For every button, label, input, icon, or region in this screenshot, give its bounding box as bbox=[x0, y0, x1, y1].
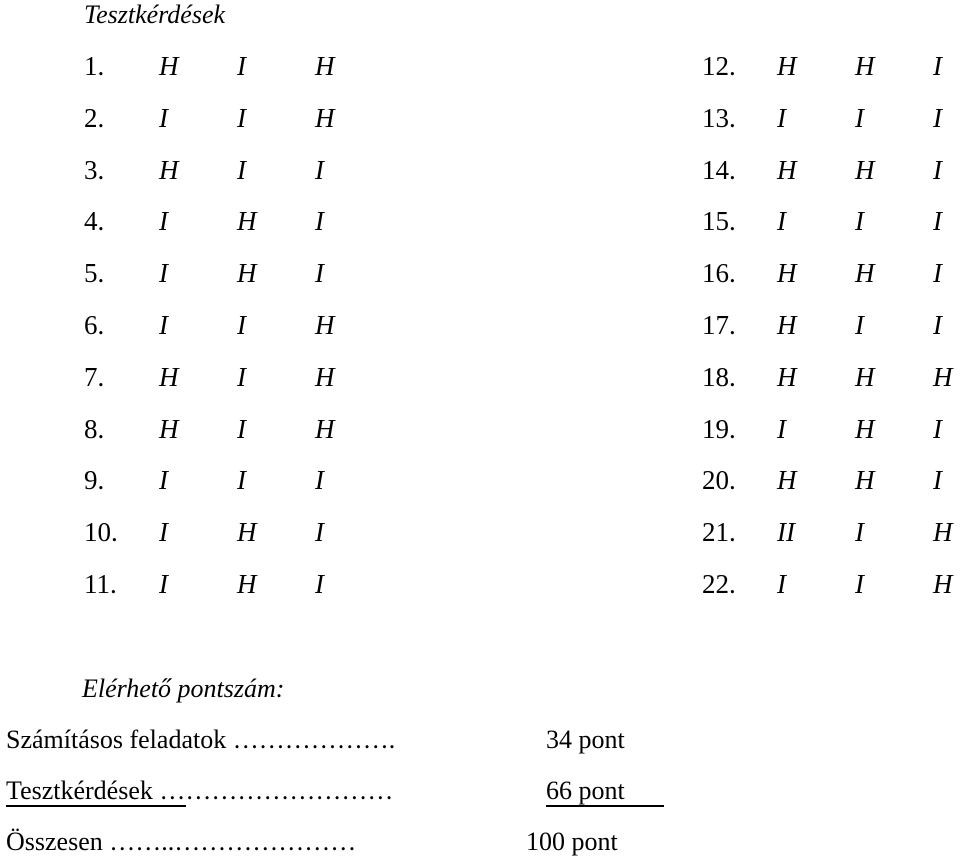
question-number: 11. bbox=[84, 568, 117, 599]
question-number: 14. bbox=[702, 154, 736, 185]
answer-cell: H bbox=[777, 361, 797, 392]
answer-cell: I bbox=[159, 309, 168, 340]
answer-cell: H bbox=[933, 361, 953, 392]
question-number: 12. bbox=[702, 51, 736, 81]
question-number: 8. bbox=[84, 413, 105, 444]
answer-cell: I bbox=[933, 102, 942, 133]
question-number: 6. bbox=[84, 309, 105, 340]
answer-cell: I bbox=[159, 102, 168, 133]
points-label: Számításos feladatok ………………. bbox=[6, 725, 396, 754]
section-title: Tesztkérdések bbox=[84, 0, 226, 29]
answer-cell: I bbox=[237, 51, 246, 81]
question-number: 15. bbox=[702, 206, 736, 237]
answer-cell: I bbox=[159, 568, 168, 599]
question-number: 22. bbox=[702, 568, 736, 599]
answer-cell: H bbox=[777, 309, 797, 340]
question-number: 1. bbox=[84, 51, 105, 81]
answer-cell: I bbox=[315, 154, 324, 185]
answer-cell: I bbox=[933, 154, 942, 185]
answer-cell: H bbox=[237, 517, 257, 548]
answer-cell: I bbox=[933, 309, 942, 340]
answer-cell: I bbox=[777, 102, 786, 133]
answer-cell: I bbox=[159, 258, 168, 289]
answer-cell: H bbox=[855, 465, 875, 496]
answer-cell: I bbox=[855, 102, 864, 133]
answer-cell: I bbox=[855, 568, 864, 599]
points-value: 34 pont bbox=[546, 725, 625, 754]
answer-cell: I bbox=[933, 258, 942, 289]
answer-cell: H bbox=[315, 102, 335, 133]
answer-cell: H bbox=[159, 154, 179, 185]
answer-cell: I bbox=[159, 465, 168, 496]
answer-cell: H bbox=[315, 413, 335, 444]
answer-cell: I bbox=[237, 361, 246, 392]
answer-cell: I bbox=[315, 258, 324, 289]
underline bbox=[546, 805, 664, 807]
points-value: 100 pont bbox=[526, 827, 618, 856]
question-number: 20. bbox=[702, 465, 736, 496]
answer-cell: I bbox=[315, 465, 324, 496]
question-number: 9. bbox=[84, 465, 105, 496]
answer-cell: H bbox=[855, 413, 875, 444]
answer-cell: I bbox=[777, 206, 786, 237]
answer-cell: H bbox=[777, 51, 797, 81]
answer-cell: I bbox=[933, 51, 942, 81]
answer-cell: H bbox=[159, 361, 179, 392]
answer-cell: I bbox=[159, 206, 168, 237]
answer-cell: I bbox=[933, 413, 942, 444]
answer-cell: H bbox=[315, 51, 335, 81]
question-number: 16. bbox=[702, 258, 736, 289]
answer-cell: I bbox=[237, 309, 246, 340]
points-label: Összesen ……..………………… bbox=[6, 827, 357, 856]
answer-cell: H bbox=[315, 361, 335, 392]
underline bbox=[6, 805, 186, 807]
answer-cell: I bbox=[237, 102, 246, 133]
answer-cell: I bbox=[315, 568, 324, 599]
points-title: Elérhető pontszám: bbox=[82, 674, 285, 703]
answer-cell: I bbox=[777, 413, 786, 444]
question-number: 2. bbox=[84, 102, 105, 133]
question-number: 21. bbox=[702, 517, 736, 548]
answer-cell: H bbox=[237, 206, 257, 237]
answer-cell: I bbox=[933, 465, 942, 496]
question-number: 19. bbox=[702, 413, 736, 444]
answer-cell: H bbox=[855, 154, 875, 185]
answer-cell: I bbox=[855, 309, 864, 340]
question-number: 3. bbox=[84, 154, 105, 185]
answer-cell: I bbox=[315, 206, 324, 237]
answer-cell: H bbox=[855, 51, 875, 81]
question-number: 4. bbox=[84, 206, 105, 237]
answer-cell: H bbox=[159, 413, 179, 444]
answer-cell: I bbox=[933, 206, 942, 237]
answer-cell: H bbox=[933, 517, 953, 548]
question-number: 7. bbox=[84, 361, 105, 392]
answer-cell: H bbox=[777, 258, 797, 289]
answer-cell: I bbox=[777, 568, 786, 599]
answer-cell: H bbox=[315, 309, 335, 340]
answer-cell: H bbox=[237, 258, 257, 289]
answer-cell: I bbox=[855, 517, 864, 548]
answer-cell: H bbox=[855, 258, 875, 289]
answer-cell: H bbox=[777, 465, 797, 496]
question-number: 10. bbox=[84, 517, 118, 548]
answer-cell: H bbox=[777, 154, 797, 185]
question-number: 5. bbox=[84, 258, 105, 289]
question-number: 17. bbox=[702, 309, 736, 340]
answer-cell: I bbox=[159, 517, 168, 548]
points-value: 66 pont bbox=[546, 776, 625, 805]
answer-cell: H bbox=[237, 568, 257, 599]
answer-cell: H bbox=[933, 568, 953, 599]
answer-cell: H bbox=[855, 361, 875, 392]
points-label: Tesztkérdések ……………………… bbox=[6, 776, 394, 805]
answer-cell: H bbox=[159, 51, 179, 81]
answer-cell: I bbox=[315, 517, 324, 548]
answer-cell: II bbox=[777, 517, 795, 548]
answer-cell: I bbox=[237, 154, 246, 185]
question-number: 13. bbox=[702, 102, 736, 133]
answer-cell: I bbox=[237, 465, 246, 496]
question-number: 18. bbox=[702, 361, 736, 392]
answer-cell: I bbox=[237, 413, 246, 444]
answer-cell: I bbox=[855, 206, 864, 237]
